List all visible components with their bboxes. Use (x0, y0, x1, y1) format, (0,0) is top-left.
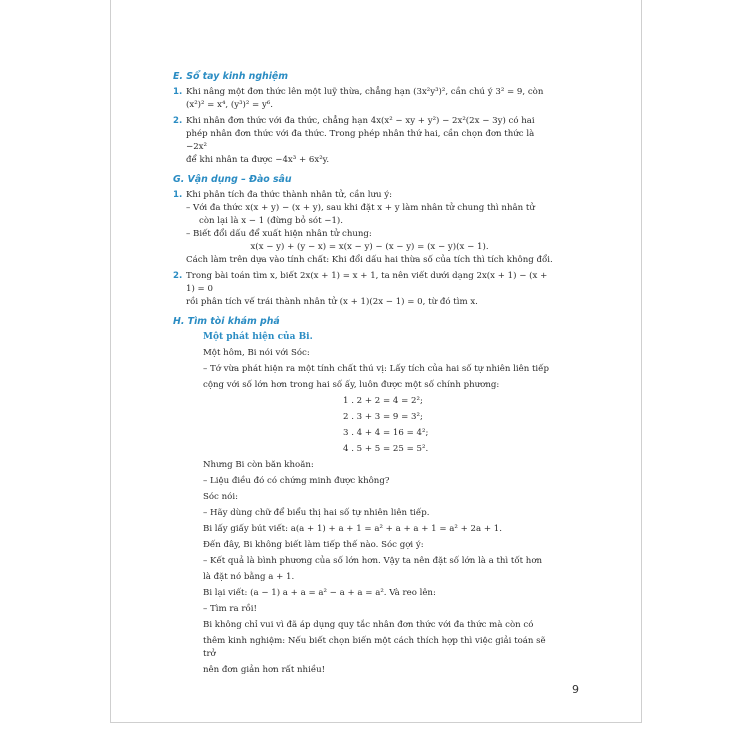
text-line: Khi nhân đơn thức với đa thức, chẳng hạn 4x(x² − xy + y²) − 2x²(2x − 3y) có hai (186, 116, 535, 126)
text-line: Đến đây, Bi không biết làm tiếp thế nào. Sóc gợi ý: (203, 540, 424, 550)
text-line: cộng với số lớn hơn trong hai số ấy, luôn được một số chính phương: (203, 380, 500, 390)
text-line: rồi phân tích vế trái thành nhân tử (x + 1)(2x − 1) = 0, từ đó tìm x. (186, 297, 478, 307)
equation: x(x − y) + (y − x) = x(x − y) − (x − y) = (x − y)(x − 1). (250, 242, 489, 252)
text-line: nên đơn giản hơn rất nhiều! (203, 665, 326, 675)
text-line: phép nhân đơn thức với đa thức. Trong phép nhân thứ hai, cần chọn đơn thức là −2x² (186, 129, 535, 152)
paragraph (203, 363, 553, 392)
section-g-heading: G. Vận dụng – Đào sâu (173, 174, 292, 185)
section-e-item-1 (173, 86, 553, 112)
text-line: Bi lấy giấy bút viết: a(a + 1) + a + 1 = a² + a + a + 1 = a² + 2a + 1. (203, 524, 502, 534)
text-line: để khi nhân ta được −4x³ + 6x²y. (186, 155, 330, 165)
text-line: – Với đa thức x(x + y) − (x + y), sau khi đặt x + y làm nhân tử chung thì nhân tử (186, 203, 535, 213)
page-content (173, 64, 553, 680)
text-line: còn lại là x − 1 (đừng bỏ sót −1). (199, 216, 344, 226)
section-h-heading: H. Tìm tòi khám phá (173, 316, 280, 327)
text-line: thêm kinh nghiệm: Nếu biết chọn biến một cách thích hợp thì việc giải toán sẽ trở (203, 636, 546, 659)
section-e-item-2 (173, 115, 553, 167)
text-line: Cách làm trên dựa vào tính chất: Khi đổi dấu hai thừa số của tích thì tích không đổi. (186, 255, 553, 265)
paragraph (203, 555, 553, 584)
text-line: Một hôm, Bi nói với Sóc: (203, 348, 310, 358)
text-line: – Hãy dùng chữ để biểu thị hai số tự nhiên liên tiếp. (203, 508, 430, 518)
story-body (173, 347, 553, 677)
item-number: 2. (173, 271, 183, 281)
equation: 3 . 4 + 4 = 16 = 4²; (343, 428, 429, 438)
equation: 1 . 2 + 2 = 4 = 2²; (343, 396, 423, 406)
item-number: 1. (173, 87, 183, 97)
text-line: Sóc nói: (203, 492, 238, 502)
equation: 4 . 5 + 5 = 25 = 5². (343, 444, 429, 454)
text-line: Khi nâng một đơn thức lên một luỹ thừa, chẳng hạn (3x²y³)², cần chú ý 3² = 9, còn (186, 87, 544, 97)
item-number: 2. (173, 116, 183, 126)
text-line: Khi phân tích đa thức thành nhân tử, cần lưu ý: (186, 190, 393, 200)
equation: 2 . 3 + 3 = 9 = 3²; (343, 412, 423, 422)
text-line: Trong bài toán tìm x, biết 2x(x + 1) = x + 1, ta nên viết dưới dạng 2x(x + 1) − (x + 1) = 0 (186, 271, 548, 294)
book-page (110, 0, 642, 723)
text-line: Nhưng Bi còn băn khoăn: (203, 460, 314, 470)
text-line: Bi lại viết: (a − 1) a + a = a² − a + a = a². Và reo lên: (203, 588, 436, 598)
item-number: 1. (173, 190, 183, 200)
text-line: – Tìm ra rồi! (203, 604, 257, 614)
section-g-item-2 (173, 270, 553, 309)
text-line: Bi không chỉ vui vì đã áp dụng quy tắc nhân đơn thức với đa thức mà còn có (203, 620, 534, 630)
text-line: – Biết đổi dấu để xuất hiện nhân tử chung: (186, 229, 372, 239)
section-g-item-1 (173, 189, 553, 267)
text-line: (x²)² = x⁴, (y³)² = y⁶. (186, 100, 274, 110)
paragraph (203, 619, 553, 677)
text-line: – Kết quả là bình phương của số lớn hơn. Vậy ta nên đặt số lớn là a thì tốt hơn (203, 556, 543, 566)
equation-list (203, 395, 553, 456)
page-number: 9 (572, 683, 579, 696)
text-line: – Tớ vừa phát hiện ra một tính chất thú vị: Lấy tích của hai số tự nhiên liên tiếp (203, 364, 549, 374)
text-line: là đặt nó bằng a + 1. (203, 572, 295, 582)
section-e-heading: E. Sổ tay kinh nghiệm (173, 71, 289, 82)
text-line: – Liệu điều đó có chứng minh được không? (203, 476, 390, 486)
story-title: Một phát hiện của Bi. (203, 332, 313, 342)
